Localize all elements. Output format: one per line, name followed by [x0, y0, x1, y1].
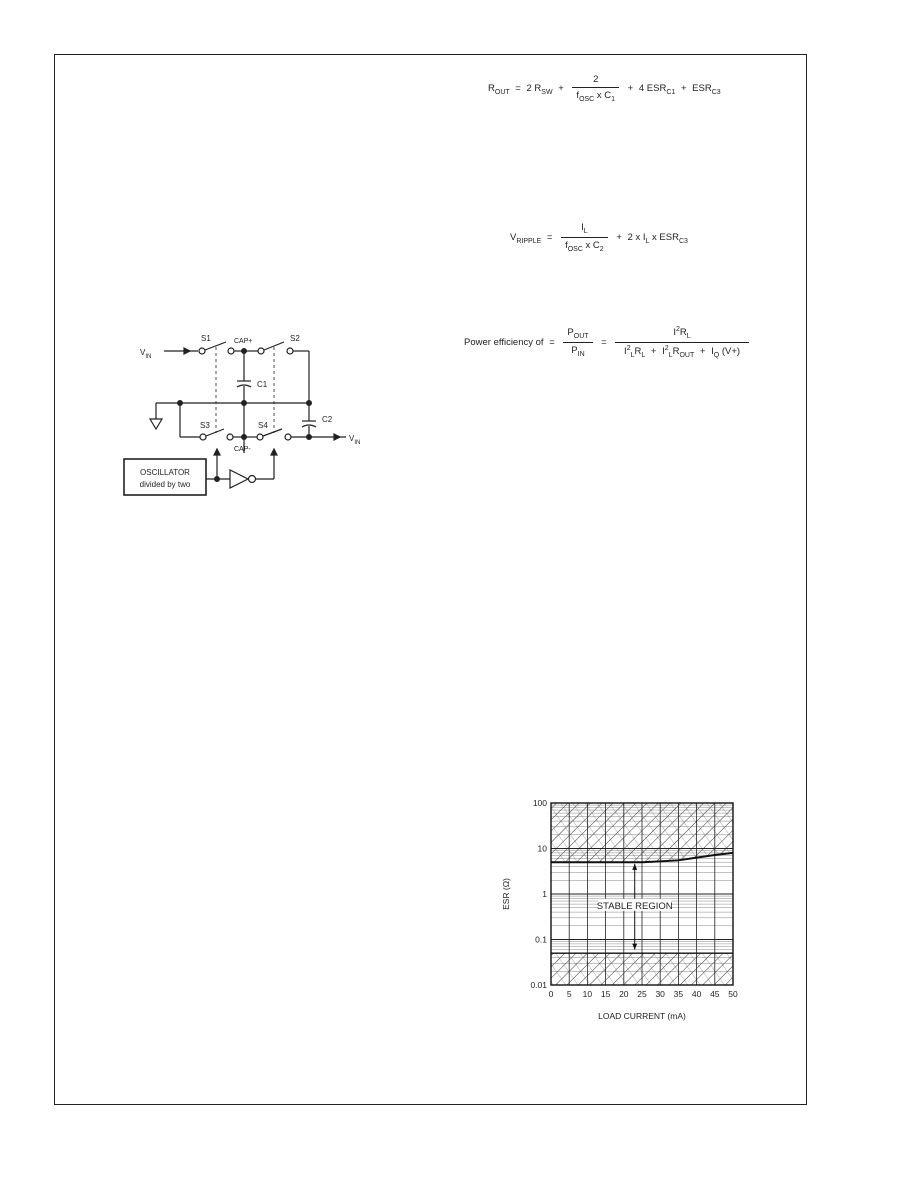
efficiency-equation: Power efficiency of = $\frac{P_{OUT}}{P_{IN}}$ = $\frac{I^2R_L}{I^2_LR_L + I^2_LR_{OUT} + I_Q (V+)}$	[464, 326, 752, 359]
x-tick-label: 15	[600, 989, 611, 999]
switched-capacitor-circuit	[120, 325, 380, 505]
oscillator-label: OSCILLATOR	[140, 468, 190, 477]
c2-label: C2	[322, 415, 333, 424]
x-tick-label: 45	[710, 989, 720, 999]
oscillator-sublabel: divided by two	[139, 480, 191, 489]
x-tick-label: 40	[691, 989, 702, 999]
x-tick-label: 20	[619, 989, 629, 999]
c1-label: C1	[257, 380, 268, 389]
cap-minus-label: CAP-	[234, 446, 251, 453]
vin-label: $V_{IN}$	[140, 348, 152, 360]
x-tick-label: 25	[637, 989, 647, 999]
s1-label: S1	[201, 334, 211, 343]
x-tick-label: 35	[673, 989, 684, 999]
y-tick-label: 1	[542, 889, 547, 899]
y-tick-label: 0.1	[535, 934, 547, 945]
efficiency-fraction-1: $\frac{P_{OUT}}{P_{IN}}$	[563, 327, 592, 358]
x-tick-label: 5	[566, 989, 572, 999]
rout-equation: $R_{OUT} = 2$ $R_{SW}$ + $\frac{2}{f_{OSC} x C_1}$ + 4 $ESR_{C1} + ESR_{C3}$	[488, 74, 721, 103]
y-axis-label: ESR (Ω)	[501, 878, 511, 910]
s2-label: S2	[290, 334, 300, 343]
esr-stability-chart	[490, 790, 760, 1040]
cap-plus-label: CAP+	[234, 338, 253, 345]
y-tick-label: 10	[537, 843, 547, 854]
vripple-equation: $V_{RIPPLE}$ = $\frac{I_L}{f_{OSC} x C_2}$ + 2 x $I_L$ x $ESR_{C3}$	[510, 222, 688, 253]
x-tick-label: 50	[728, 989, 738, 999]
efficiency-fraction-2: $\frac{I^2R_L}{I^2_LR_L + I^2_LR_{OUT} + I_Q (V+)}$	[615, 326, 748, 359]
vout-label: $V_{IN}$	[349, 434, 361, 446]
y-tick-label: 100	[532, 798, 547, 808]
x-tick-label: 30	[655, 989, 665, 999]
s4-label: S4	[258, 421, 268, 430]
x-axis-label: LOAD CURRENT (mA)	[598, 1011, 686, 1021]
y-tick-label: 0.01	[530, 980, 547, 990]
arrow-head-up	[632, 864, 637, 870]
stable-region-annotation: STABLE REGION	[596, 900, 673, 912]
x-tick-label: 10	[582, 989, 593, 999]
rout-fraction: $\frac{2}{f_{OSC} x C_1}$	[572, 74, 619, 103]
vripple-fraction: $\frac{I_L}{f_{OSC} x C_2}$	[561, 222, 608, 253]
s3-label: S3	[200, 421, 210, 430]
x-tick-label: 0	[548, 989, 554, 999]
